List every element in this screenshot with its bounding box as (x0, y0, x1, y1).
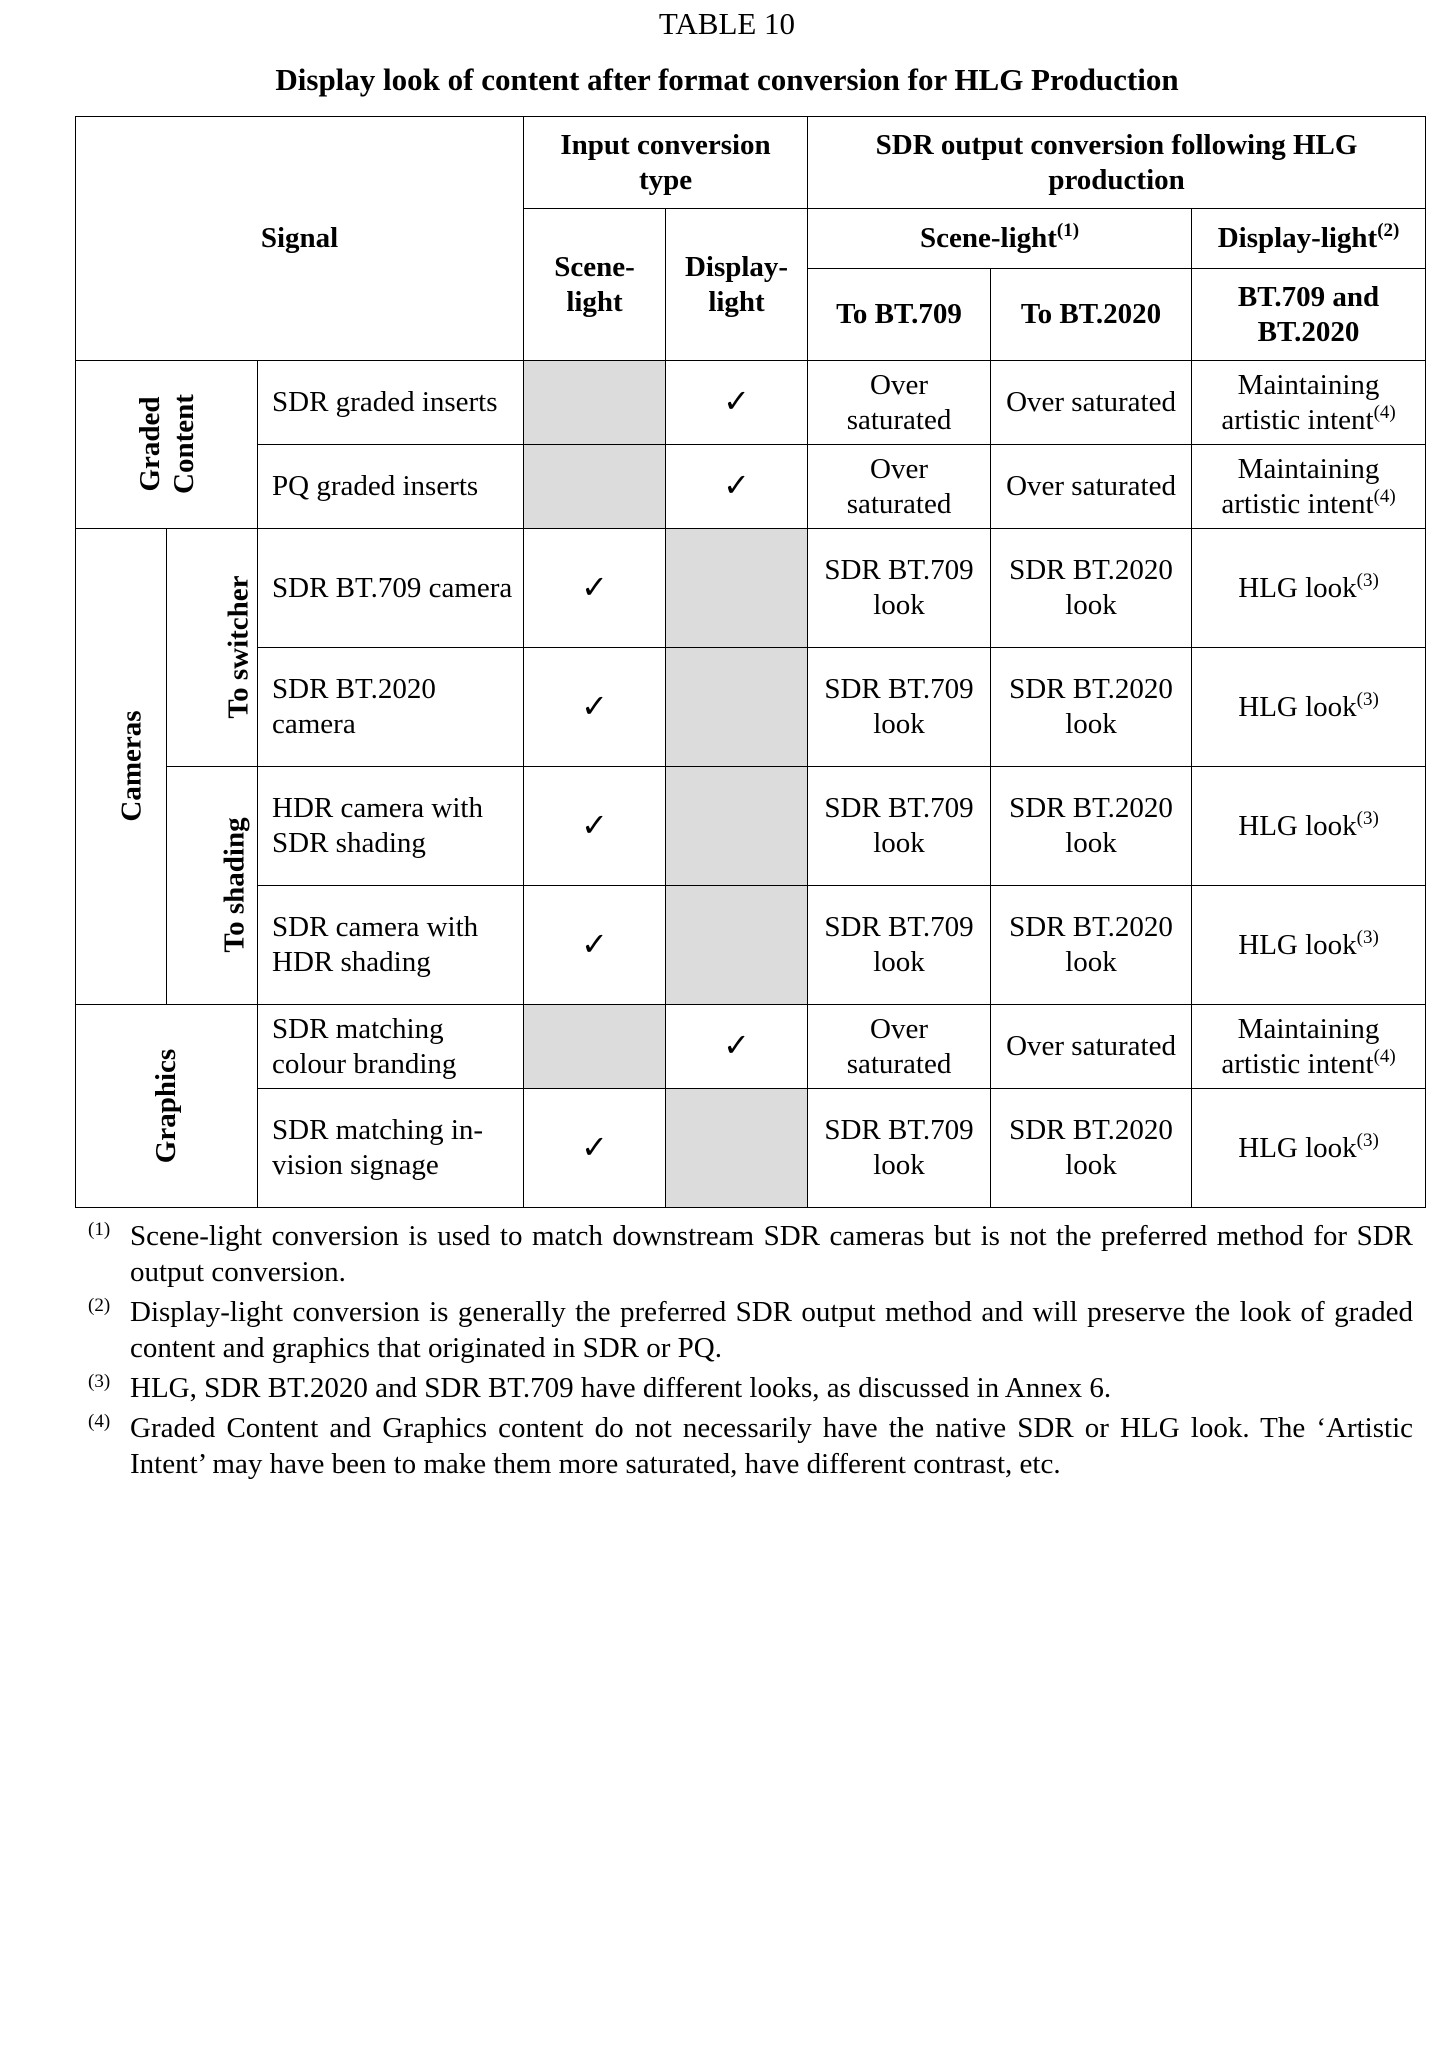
scene-light-header: Scene-light$^{(1)}$ (808, 209, 1192, 269)
display-light-header: Display-light$^{(2)}$ (1192, 209, 1426, 269)
table-row (76, 445, 1426, 529)
display-light-cell: ✓ (666, 445, 808, 529)
bt2020-cell: SDR BT.2020 look (991, 1089, 1192, 1208)
table-row (76, 886, 1426, 1005)
bt709-cell: Over saturated (808, 361, 991, 445)
bt2020-cell: Over saturated (991, 445, 1192, 529)
table-number: TABLE 10 (658, 6, 796, 41)
signal-cell: PQ graded inserts (258, 445, 524, 529)
display-output-cell: HLG look$^{(3)}$ (1192, 1089, 1426, 1208)
display-light-cell (666, 886, 808, 1005)
table-row (76, 1089, 1426, 1208)
group-cameras: Cameras (76, 529, 167, 1005)
table-row (76, 529, 1426, 648)
scene-light-cell: ✓ (524, 529, 666, 648)
display-light-cell (666, 1089, 808, 1208)
display-light-cell (666, 529, 808, 648)
bt2020-cell: Over saturated (991, 1005, 1192, 1089)
signal-cell: SDR graded inserts (258, 361, 524, 445)
display-output-cell: HLG look$^{(3)}$ (1192, 529, 1426, 648)
display-light-cell: ✓ (666, 361, 808, 445)
footnotes (88, 1218, 1413, 1486)
bt709-cell: SDR BT.709 look (808, 1089, 991, 1208)
table-row (76, 1005, 1426, 1089)
sdr-output-header: SDR output conversion following HLG production (808, 117, 1426, 209)
scene-light-cell: ✓ (524, 767, 666, 886)
bt709-cell: Over saturated (808, 445, 991, 529)
bt2020-cell: SDR BT.2020 look (991, 529, 1192, 648)
to-bt2020-header: To BT.2020 (991, 269, 1192, 361)
subgroup-to-switcher: To switcher (167, 529, 258, 767)
signal-cell: SDR camera with HDR shading (258, 886, 524, 1005)
input-conversion-header: Input conversion type (524, 117, 808, 209)
table-row (76, 767, 1426, 886)
signal-cell: SDR BT.2020 camera (258, 648, 524, 767)
footnote: (4) Graded Content and Graphics content do not necessarily have the native SDR or HLG look. The ‘Artistic Intent’ may have been to make them more saturated, have different contrast, etc. (88, 1411, 1413, 1480)
display-output-cell: Maintaining artistic intent$^{(4)}$ (1192, 361, 1426, 445)
scene-light-cell: ✓ (524, 886, 666, 1005)
scene-light-cell (524, 445, 666, 529)
footnote: (2) Display-light conversion is generally the preferred SDR output method and will preserve the look of graded content and graphics that originated in SDR or PQ. (88, 1295, 1413, 1364)
header-row-1 (76, 117, 1426, 209)
bt709-and-bt2020-header: BT.709 and BT.2020 (1192, 269, 1426, 361)
scene-light-cell: ✓ (524, 648, 666, 767)
table-row (76, 361, 1426, 445)
subgroup-to-shading: To shading (167, 767, 258, 1005)
bt2020-cell: Over saturated (991, 361, 1192, 445)
table-title: Display look of content after format conversion for HLG Production (275, 62, 1179, 97)
display-output-cell: HLG look$^{(3)}$ (1192, 886, 1426, 1005)
footnote: (1) Scene-light conversion is used to match downstream SDR cameras but is not the preferred method for SDR output conversion. (88, 1219, 1413, 1288)
input-display-light-header: Display-light (666, 209, 808, 361)
display-output-cell: Maintaining artistic intent$^{(4)}$ (1192, 1005, 1426, 1089)
footnote: (3) HLG, SDR BT.2020 and SDR BT.709 have different looks, as discussed in Annex 6. (88, 1371, 1112, 1404)
display-light-cell (666, 767, 808, 886)
bt709-cell: Over saturated (808, 1005, 991, 1089)
group-graphics: Graphics (76, 1005, 258, 1208)
input-scene-light-header: Scene-light (524, 209, 666, 361)
scene-light-cell: ✓ (524, 1089, 666, 1208)
table-row (76, 648, 1426, 767)
bt709-cell: SDR BT.709 look (808, 767, 991, 886)
display-output-cell: HLG look$^{(3)}$ (1192, 767, 1426, 886)
bt2020-cell: SDR BT.2020 look (991, 767, 1192, 886)
to-bt709-header: To BT.709 (808, 269, 991, 361)
display-light-cell (666, 648, 808, 767)
signal-header: Signal (76, 117, 524, 361)
group-graded-content: Graded Content (76, 361, 258, 529)
scene-light-cell (524, 1005, 666, 1089)
display-light-cell: ✓ (666, 1005, 808, 1089)
display-output-cell: Maintaining artistic intent$^{(4)}$ (1192, 445, 1426, 529)
bt2020-cell: SDR BT.2020 look (991, 648, 1192, 767)
bt2020-cell: SDR BT.2020 look (991, 886, 1192, 1005)
signal-cell: HDR camera with SDR shading (258, 767, 524, 886)
signal-cell: SDR BT.709 camera (258, 529, 524, 648)
conversion-table (75, 116, 1426, 1208)
scene-light-cell (524, 361, 666, 445)
display-output-cell: HLG look$^{(3)}$ (1192, 648, 1426, 767)
signal-cell: SDR matching in-vision signage (258, 1089, 524, 1208)
bt709-cell: SDR BT.709 look (808, 529, 991, 648)
bt709-cell: SDR BT.709 look (808, 886, 991, 1005)
bt709-cell: SDR BT.709 look (808, 648, 991, 767)
signal-cell: SDR matching colour branding (258, 1005, 524, 1089)
